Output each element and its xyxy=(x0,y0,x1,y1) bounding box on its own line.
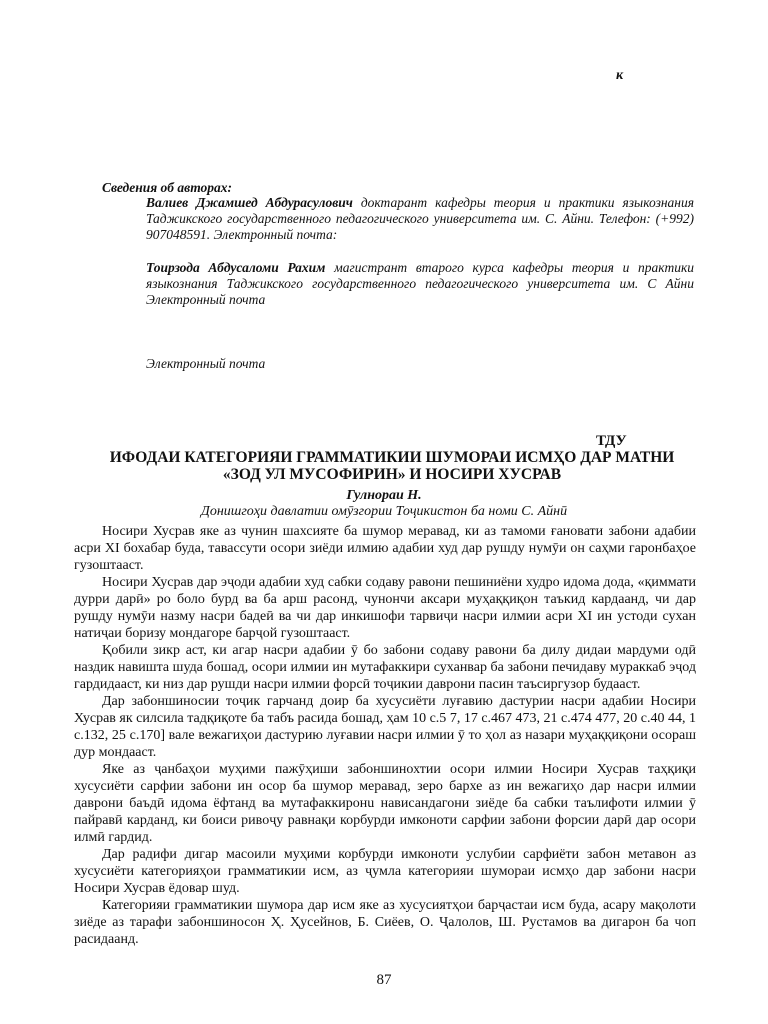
article-body xyxy=(74,523,696,948)
paragraph: Қобили зикр аст, ки агар насри адабии ӯ бо забони содаву равони ба дилу дидаи мардуми одӣ наздик навишта шуда бошад, осори илмии ин мутафаккири суханвар ба забони печидаву мураккаб эҷод гардидааст, ки низ дар рушди насри илмии форсӣ тоҷикии даврони пасин таъсиргузор будааст. xyxy=(74,643,696,692)
paragraph: Яке аз ҷанбаҳои муҳими пажӯҳиши забоншинохтии осори илмии Носири Хусрав таҳқиқи хусусиёти сарфии забони ин осор ба шумор меравад, зеро бархе аз ин вежагиҳо дар насри илмии даврони баъдӣ идома ёфтанд ва мутафаккиронu нависандагони зиёде ба сабки таълифоти илмии ӯ пайравӣ карданд, ки боиси ривоҷу равнақи корбурди имконоти сарфии забони форсии дарӣ дар осори илмӣ гардид. xyxy=(74,762,696,845)
article-author: Гулнораи Н. xyxy=(346,488,422,503)
paragraph: Дар забоншиносии тоҷик гарчанд доир ба хусусиёти луғавию дастурии насри адабии Носири Хусрав як силсила тадқиқоте ба табъ расида бошад, ҳам 10 с.5 7, 17 с.467 473, 21 с.474 477, 20 с.40 44, 1 с.132, 25 с.170] вале вежагиҳои дастурию луғавии насри илмии ӯ то ҳол аз назари муҳаққиқони осораш дур мондааст. xyxy=(74,694,696,760)
paragraph: Категорияи грамматикии шумора дар исм яке аз хусусиятҳои барҷастаи исм буда, асару мақолоти зиёде аз тарафи забоншиносон Ҳ. Ҳусейнов, Б. Сиёев, О. Ҷалолов, Ш. Рустамов ва дигарон ба чоп расидаанд. xyxy=(74,898,696,947)
corner-mark: к xyxy=(616,68,624,83)
author-name-1: Валиев Джамшед Абдурасулович xyxy=(146,195,353,210)
author-info-1 xyxy=(146,195,694,243)
affiliation: Донишгоҳи давлатии омӯзгории Тоҷикистон ба номи С. Айнӣ xyxy=(200,504,568,519)
article-title: ИФОДАИ КАТЕГОРИЯИ ГРАММАТИКИИ ШУМОРАИ ИСМҲО ДАР МАТНИ «ЗОД УЛ МУСОФИРИН» И НОСИРИ ХУСРАВ xyxy=(109,449,675,483)
page-number: 87 xyxy=(376,972,392,988)
udc-code: ТДУ xyxy=(596,433,627,449)
author-details-2: магистрант втарого курса кафедры теория и практики языкознания Таджикского государственного педагогического университета им. С Айни Электронный почта xyxy=(146,260,695,307)
email-line: Электронный почта xyxy=(146,356,266,371)
authors-heading: Сведения об авторах: xyxy=(102,180,233,195)
author-details-1: доктарант кафедры теория и практики языкознания Таджикского государственного педагогического университета им. С. Айни. Телефон: (+992) 907048591. Электронный почта: xyxy=(146,195,694,242)
author-info-2 xyxy=(146,260,694,308)
paragraph: Носири Хусрав дар эҷоди адабии худ сабки содаву равони пешиниёни худро идома дода, «қиммати дурри дарӣ» ро боло бурд ва ба арш расонд, чунончи аксари муҳаққиқон таъкид кардаанд, чи дар рушду нумӯи назму насри бадеӣ ва чи дар инкишофи тарвиҷи насри илмии асри XI ин устоди сухан натиҷаи боризу мондагоре барҷой гузоштааст. xyxy=(74,575,696,641)
paragraph: Носири Хусрав яке аз чунин шахсияте ба шумор меравад, ки аз тамоми ғановати забони адабии асри XI бохабар буда, тавассути осори зиёди илмию адабии худ дар рушду нумӯи он саҳми гаронбаҳое гузоштааст. xyxy=(74,524,696,573)
paragraph: Дар радифи дигар масоили муҳими корбурди имконоти услубии сарфиёти забон метавон аз хусусиёти категорияҳои грамматикии исм, аз ҷумла категорияи шумораи исмҳо дар забони насри Носири Хусрав ёдовар шуд. xyxy=(74,847,696,896)
author-name-2: Тоирзода Абдусаломи Рахим xyxy=(146,260,326,275)
